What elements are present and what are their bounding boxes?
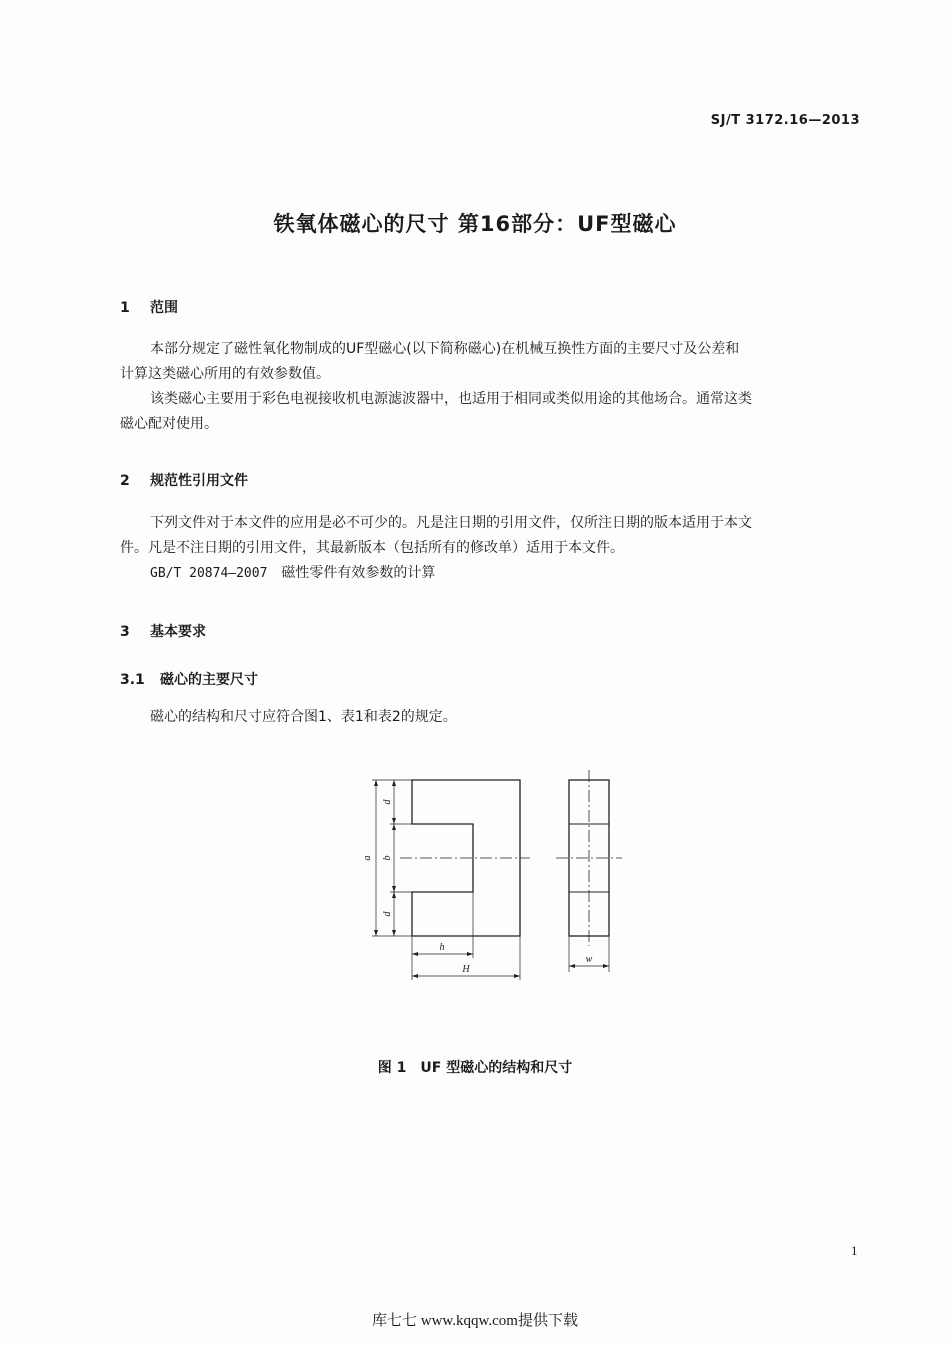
label-w: w [585,954,593,965]
figure-number: 图 1 [377,1060,407,1076]
section-2-heading [120,470,248,490]
paragraph-line: 下列文件对于本文件的应用是必不可少的。凡是注日期的引用文件，仅所注日期的版本适用于本文 [150,515,752,531]
reference-code: GB/T 20874—2007 [150,566,268,581]
section-3-heading [120,621,206,641]
reference-title: 磁性零件有效参数的计算 [281,565,436,581]
section-number: 3.1 [120,672,145,688]
paragraph-line: 磁心配对使用。 [120,416,218,432]
label-h: h [439,942,445,953]
section-1-heading [120,297,178,317]
page-number: 1 [851,1243,858,1258]
document-title: 铁氧体磁心的尺寸 第16部分：UF型磁心 [273,212,677,236]
download-footer: 库七七 www.kqqw.com提供下载 [372,1313,578,1329]
paragraph-line: 件。凡是不注日期的引用文件，其最新版本（包括所有的修改单）适用于本文件。 [120,540,624,556]
standard-code: SJ/T 3172.16—2013 [710,113,860,128]
label-a: a [362,855,373,861]
section-3-1-heading [120,669,258,689]
section-2-body [120,511,752,586]
normative-reference [120,561,752,586]
paragraph-line: 该类磁心主要用于彩色电视接收机电源滤波器中，也适用于相同或类似用途的其他场合。通常这类 [150,391,752,407]
section-title: 范围 [150,300,178,316]
section-number: 1 [120,300,130,316]
section-title: 基本要求 [150,624,206,640]
uf-core-diagram [360,760,660,990]
paragraph-line: 本部分规定了磁性氧化物制成的UF型磁心(以下简称磁心)在机械互换性方面的主要尺寸及公差和 [150,341,740,357]
figure-title: UF 型磁心的结构和尺寸 [420,1060,573,1076]
section-title: 规范性引用文件 [150,473,248,489]
label-b: b [382,855,393,861]
figure-caption [0,1057,950,1077]
section-number: 3 [120,624,130,640]
label-d-bottom: d [382,911,393,917]
section-title: 磁心的主要尺寸 [160,672,258,688]
section-number: 2 [120,473,130,489]
section-3-1-text: 磁心的结构和尺寸应符合图1、表1和表2的规定。 [150,709,457,725]
paragraph-line: 计算这类磁心所用的有效参数值。 [120,366,330,382]
label-H: H [462,964,470,975]
section-1-body [120,337,752,437]
label-d-top: d [382,799,393,805]
